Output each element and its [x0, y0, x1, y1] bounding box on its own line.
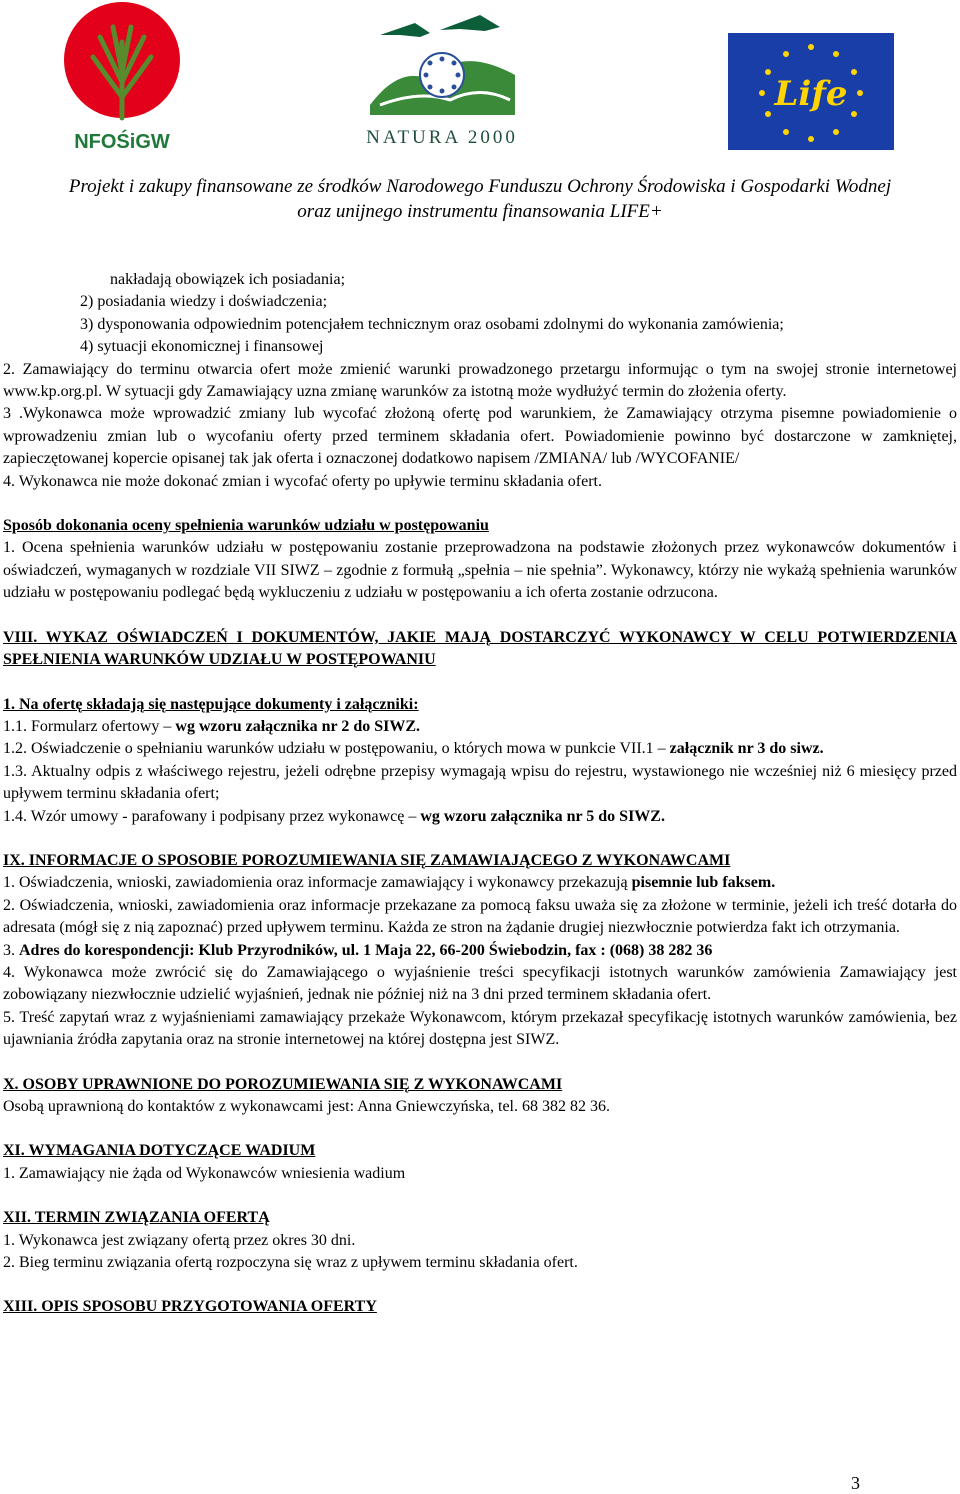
- ix-p3-text: 3.: [3, 941, 19, 959]
- intro-line-4: 4) sytuacji ekonomicznej i finansowej: [80, 338, 324, 356]
- item-2-bold: załącznik nr 3 do siwz.: [669, 740, 824, 758]
- section-xii-heading: XII. TERMIN ZWIĄZANIA OFERTĄ: [3, 1209, 270, 1227]
- item-4-text: 1.4. Wzór umowy - parafowany i podpisany przez wykonawcę –: [3, 807, 421, 825]
- intro-line-1: nakładają obowiązek ich posiadania;: [110, 271, 346, 288]
- life-logo-text: Life: [774, 74, 848, 114]
- section-ix-paragraph-4: 4. Wykonawca może zwrócić się do Zamawiającego o wyjaśnienie treści specyfikacji istotnych warunków zamówienia Zamawiający jest zobowiązany niezwłocznie udzielić wyjaśnień, jednak nie później niż na 3 dni przed terminem składania ofert.: [3, 963, 957, 1004]
- section-xiii-heading: XIII. OPIS SPOSOBU PRZYGOTOWANIA OFERTY: [3, 1298, 377, 1316]
- caption-line-2: oraz unijnego instrumentu finansowania LIFE+: [297, 201, 663, 222]
- intro-paragraph-4: 4. Wykonawca nie może dokonać zmian i wycofać oferty po upływie terminu składania ofert.: [3, 472, 602, 490]
- ix-p1-bold: pisemnie lub faksem.: [631, 874, 776, 892]
- natura2000-logo: [360, 5, 525, 153]
- page-number: 3: [851, 1473, 860, 1493]
- section-xii-paragraph-2: 2. Bieg terminu związania ofertą rozpoczyna się wraz z upływem terminu składania ofert.: [3, 1254, 578, 1272]
- section-ix-paragraph-3: [3, 940, 957, 962]
- section-x-paragraph-1: Osobą uprawnioną do kontaktów z wykonawcami jest: Anna Gniewczyńska, tel. 68 382 82 36.: [3, 1098, 610, 1115]
- section-ix-paragraph-2: 2. Oświadczenia, wnioski, zawiadomienia oraz informacje przekazane za pomocą faksu uważa się za złożone w terminie, jeżeli ich treść dotarła do adresata (mógł się z nią zapoznać) przed upływem terminu. Każda ze stron na żądanie drugiej niezwłocznie potwierdza fakt ich otrzymania.: [3, 896, 957, 937]
- section-xi-paragraph-1: 1. Zamawiający nie żąda od Wykonawców wniesienia wadium: [3, 1164, 406, 1182]
- assessment-paragraph-1: 1. Ocena spełnienia warunków udziału w postępowaniu zostanie przeprowadzona na podstawie złożonych przez wykonawców dokumentów i oświadczeń, wymaganych w rozdziale VII SIWZ – zgodnie z formułą „spełnia – nie spełnia”. Wykonawcy, którzy nie wykażą spełnienia warunków udziału w postępowaniu podlegać będą wykluczeniu z udziału w postępowaniu a ich oferta zostanie odrzucona.: [3, 539, 957, 602]
- caption-line-1: Projekt i zakupy finansowane ze środków Narodowego Funduszu Ochrony Środowiska i Gospodarki Wodnej: [68, 176, 892, 197]
- section-viii-subheading: 1. Na ofertę składają się następujące dokumenty i załączniki:: [3, 695, 419, 713]
- item-1-bold: wg wzoru załącznika nr 2 do SIWZ.: [175, 717, 421, 735]
- assessment-heading: Sposób dokonania oceny spełnienia warunków udziału w postępowaniu: [3, 517, 489, 535]
- section-viii-item-1: [3, 716, 957, 738]
- item-1-text: 1.1. Formularz ofertowy –: [3, 717, 176, 735]
- natura2000-logo-text: NATURA 2000: [366, 127, 518, 148]
- nfosigw-logo: [55, 2, 190, 154]
- item-2-text: 1.2. Oświadczenie o spełnianiu warunków udziału w postępowaniu, o których mowa w punkcie VII.1 –: [3, 740, 670, 758]
- life-logo: [728, 33, 894, 150]
- intro-paragraph-3: 3 .Wykonawca może wprowadzić zmiany lub wycofać złożoną ofertę pod warunkiem, że Zamawiający otrzyma pisemne powiadomienie o wprowadzeniu zmian lub o wycofaniu oferty przed terminem składania ofert. Powiadomienie powinno być dostarczone w zamkniętej, zapieczętowanej kopercie opisanej tak jak oferta i oznaczonej dodatkowo napisem /ZMIANA/ lub /WYCOFANIE/: [3, 405, 957, 468]
- section-ix-heading: IX. INFORMACJE O SPOSOBIE POROZUMIEWANIA SIĘ ZAMAWIAJĄCEGO Z WYKONAWCAMI: [3, 851, 731, 869]
- item-4-bold: wg wzoru załącznika nr 5 do SIWZ.: [420, 807, 665, 825]
- section-viii-item-2: [3, 738, 957, 760]
- project-funding-caption: [0, 174, 960, 224]
- section-viii-item-4: [3, 806, 957, 828]
- ix-p1-text: 1. Oświadczenia, wnioski, zawiadomienia oraz informacje zamawiający i wykonawcy przekazują: [3, 874, 632, 892]
- intro-line-3: 3) dysponowania odpowiednim potencjałem technicznym oraz osobami zdolnymi do wykonania zamówienia;: [80, 315, 784, 333]
- section-x-heading: X. OSOBY UPRAWNIONE DO POROZUMIEWANIA SIĘ Z WYKONAWCAMI: [3, 1075, 563, 1093]
- section-viii-heading: VIII. WYKAZ OŚWIADCZEŃ I DOKUMENTÓW, JAKIE MAJĄ DOSTARCZYĆ WYKONAWCY W CELU POTWIERDZENIA SPEŁNIENIA WARUNKÓW UDZIAŁU W POSTĘPOWANIU: [3, 628, 957, 669]
- document-body: [3, 269, 957, 1319]
- correspondence-address: Adres do korespondencji: Klub Przyrodników, ul. 1 Maja 22, 66-200 Świebodzin, fax : (068) 38 282 36: [19, 941, 713, 959]
- section-ix-paragraph-5: 5. Treść zapytań wraz z wyjaśnieniami zamawiający przekaże Wykonawcom, którym przekazał specyfikację istotnych warunków zamówienia, bez ujawniania źródła zapytania oraz na stronie internetowej na której dostępna jest SIWZ.: [3, 1008, 957, 1049]
- section-ix-paragraph-1: [3, 872, 957, 894]
- section-xii-paragraph-1: 1. Wykonawca jest związany ofertą przez okres 30 dni.: [3, 1231, 356, 1249]
- intro-line-2: 2) posiadania wiedzy i doświadczenia;: [80, 293, 328, 311]
- nfosigw-logo-text: NFOŚiGW: [74, 131, 170, 153]
- logo-bar: [0, 0, 960, 160]
- section-viii-item-3: 1.3. Aktualny odpis z właściwego rejestru, jeżeli odrębne przepisy wymagają wpisu do rejestru, wystawionego nie wcześniej niż 6 miesięcy przed upływem terminu składania ofert;: [3, 762, 957, 803]
- section-xi-heading: XI. WYMAGANIA DOTYCZĄCE WADIUM: [3, 1142, 316, 1160]
- intro-paragraph-2: 2. Zamawiający do terminu otwarcia ofert może zmienić warunki prowadzonego przetargu informując o tym na swojej stronie internetowej www.kp.org.pl. W sytuacji gdy Zamawiający uzna zmianę warunków za istotną może wydłużyć termin do złożenia oferty.: [3, 360, 957, 401]
